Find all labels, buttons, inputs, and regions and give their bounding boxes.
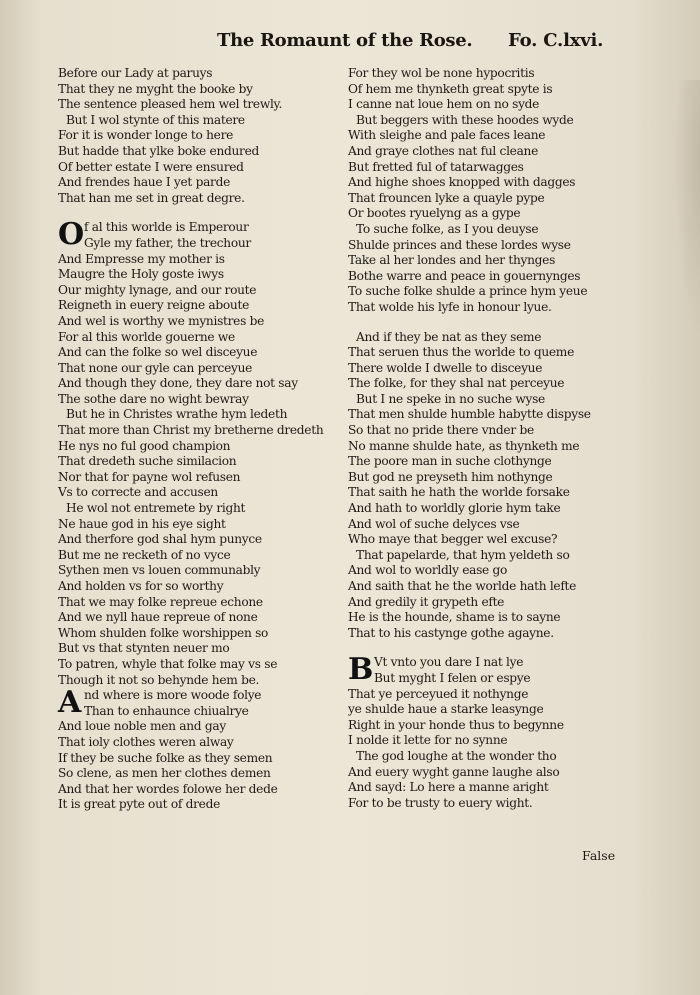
verse-line: And that her wordes folowe her dede — [58, 781, 278, 796]
verse-line: That ioly clothes weren alway — [58, 734, 234, 749]
page-header — [0, 30, 700, 60]
verse-line: And graye clothes nat ful cleane — [348, 143, 539, 158]
verse-line: Of hem me thynketh great spyte is — [348, 81, 553, 96]
verse-line: Shulde princes and these lordes wyse — [348, 237, 571, 252]
verse-line: Take al her londes and her thynges — [348, 253, 556, 268]
verse-line: That wolde his lyfe in honour lyue. — [348, 299, 552, 314]
verse-line: For to be trusty to euery wight. — [348, 795, 533, 810]
verse-line: He is the hounde, shame is to sayne — [348, 610, 561, 625]
folio-number: Fo. C.lxvi. — [508, 30, 604, 51]
verse-line: But fretted ful of tatarwagges — [348, 159, 524, 174]
verse-line: And holden vs for so worthy — [58, 579, 224, 593]
verse-line: Right in your honde thus to begynne — [348, 717, 564, 732]
verse-line: Nor that for payne wol refusen — [58, 469, 241, 484]
verse-line: To patren, whyle that folke may vs se — [58, 656, 278, 671]
verse-line: That frouncen lyke a quayle pype — [348, 190, 545, 205]
left-stanza-3 — [58, 685, 343, 813]
decorated-initial: A — [58, 685, 81, 721]
verse-line: Whom shulden folke worshippen so — [58, 625, 269, 640]
verse-line: No manne shulde hate, as thynketh me — [348, 438, 580, 453]
verse-line: But myght I felen or espye — [374, 670, 531, 685]
verse-line: And saith that he the worlde hath lefte — [348, 579, 577, 593]
verse-line: If they be suche folke as they semen — [58, 750, 273, 765]
verse-line: But I wol stynte of this matere — [66, 112, 245, 127]
running-title: The Romaunt of the Rose. — [217, 30, 473, 51]
verse-line: And sayd: Lo here a manne aright — [348, 780, 549, 795]
verse-line: Vs to correcte and accusen — [58, 485, 218, 500]
verse-line: That saith he hath the worlde forsake — [348, 485, 570, 500]
stanza-gap — [348, 316, 618, 330]
verse-line: And loue noble men and gay — [58, 719, 226, 734]
stanza-gap — [348, 641, 618, 655]
verse-line: To suche folke, as I you deuyse — [356, 221, 539, 236]
right-stanza-2 — [348, 330, 618, 642]
verse-line: And frendes haue I yet parde — [58, 175, 230, 190]
stanza-gap — [58, 206, 343, 220]
verse-line: But I ne speke in no suche wyse — [356, 391, 545, 406]
verse-line: Bothe warre and peace in gouernynges — [348, 268, 581, 283]
verse-line: To suche folke shulde a prince hym yeue — [348, 284, 588, 299]
verse-line: That ye perceyued it nothynge — [348, 686, 529, 701]
verse-line: And highe shoes knopped with dagges — [348, 175, 576, 190]
verse-line: Maugre the Holy goste iwys — [58, 267, 224, 282]
verse-line: For they wol be none hypocritis — [348, 66, 535, 80]
verse-line: And hath to worldly glorie hym take — [348, 501, 561, 516]
verse-text: nd where is more woode folye — [84, 688, 262, 703]
verse-line: Than to enhaunce chiualrye — [84, 703, 249, 718]
verse-line: That dredeth suche similacion — [58, 454, 237, 469]
verse-line: And gredily it grypeth efte — [348, 594, 505, 609]
verse-line: ye shulde haue a starke leasynge — [348, 702, 544, 717]
verse-line: The folke, for they shal nat perceyue — [348, 376, 565, 391]
verse-line: But vs that stynten neuer mo — [58, 641, 230, 656]
verse-line: I canne nat loue hem on no syde — [348, 97, 540, 112]
left-stanza-1 — [58, 66, 343, 206]
verse-line: And wol to worldly ease go — [348, 563, 508, 578]
verse-line: There wolde I dwelle to disceyue — [348, 360, 543, 375]
verse-line: Sythen men vs louen communably — [58, 563, 261, 578]
verse-line: Of better estate I were ensured — [58, 159, 244, 174]
left-column — [58, 66, 343, 813]
verse-line: Before our Lady at paruys — [58, 66, 213, 80]
verse-line: That they ne myght the booke by — [58, 81, 253, 96]
verse-line: And wol of suche delyces vse — [348, 516, 520, 531]
verse-line: Our mighty lynage, and our route — [58, 282, 257, 297]
verse-line: But beggers with these hoodes wyde — [356, 112, 574, 127]
right-stanza-1 — [348, 66, 618, 316]
left-stanza-2 — [58, 217, 343, 688]
verse-line: That seruen thus the worlde to queme — [348, 345, 574, 360]
right-stanza-3 — [348, 652, 618, 811]
verse-line: That we may folke repreue echone — [58, 594, 263, 609]
verse-line: And Empresse my mother is — [58, 251, 225, 266]
verse-line: And we nyll haue repreue of none — [58, 610, 258, 625]
decorated-initial: O — [58, 217, 84, 253]
verse-line: That papelarde, that hym yeldeth so — [356, 547, 570, 562]
verse-line: The god loughe at the wonder tho — [356, 748, 557, 763]
verse-line: I nolde it lette for no synne — [348, 733, 508, 748]
verse-line: So that no pride there vnder be — [348, 423, 534, 438]
verse-line: And if they be nat as they seme — [356, 329, 542, 344]
verse-line: That men shulde humble habytte dispyse — [348, 407, 591, 422]
show-through-stain — [674, 80, 700, 340]
verse-line: And can the folke so wel disceyue — [58, 345, 258, 360]
verse-line: Who maye that begger wel excuse? — [348, 532, 558, 547]
verse-line: But he in Christes wrathe hym ledeth — [66, 407, 288, 422]
verse-line: But god ne preyseth him nothynge — [348, 469, 553, 484]
catchword: False — [582, 848, 616, 863]
verse-line: He wol not entremete by right — [66, 501, 246, 516]
verse-line: That none our gyle can perceyue — [58, 360, 253, 375]
verse-line: For it is wonder longe to here — [58, 128, 234, 143]
verse-line: That han me set in great degre. — [58, 190, 245, 205]
verse-line: Ne haue god in his eye sight — [58, 516, 226, 531]
verse-line: Though it not so behynde hem be. — [58, 672, 260, 687]
verse-line: Gyle my father, the trechour — [84, 235, 251, 250]
verse-line: Or bootes ryuelyng as a gype — [348, 206, 521, 221]
verse-line: And wel is worthy we mynistres be — [58, 313, 265, 328]
verse-line: And euery wyght ganne laughe also — [348, 764, 560, 779]
decorated-initial: B — [348, 652, 374, 688]
verse-line: So clene, as men her clothes demen — [58, 766, 271, 781]
right-column — [348, 66, 618, 811]
verse-text: f al this worlde is Emperour — [84, 220, 249, 235]
verse-line: That to his castynge gothe agayne. — [348, 625, 554, 640]
verse-line: He nys no ful good champion — [58, 438, 231, 453]
verse-line: Reigneth in euery reigne aboute — [58, 298, 249, 313]
verse-line: With sleighe and pale faces leane — [348, 128, 546, 143]
verse-line: It is great pyte out of drede — [58, 797, 220, 812]
verse-line: The sentence pleased hem wel trewly. — [58, 97, 283, 112]
verse-line: The sothe dare no wight bewray — [58, 391, 249, 406]
verse-line: And though they done, they dare not say — [58, 376, 298, 391]
verse-line: But hadde that ylke boke endured — [58, 143, 259, 158]
verse-text: Vt vnto you dare I nat lye — [374, 655, 524, 670]
verse-line: The poore man in suche clothynge — [348, 454, 552, 469]
verse-line: That more than Christ my bretherne dredeth — [58, 423, 324, 438]
verse-line: But me ne recketh of no vyce — [58, 547, 231, 562]
verse-line: And therfore god shal hym punyce — [58, 532, 262, 547]
verse-line: For al this worlde gouerne we — [58, 329, 235, 344]
